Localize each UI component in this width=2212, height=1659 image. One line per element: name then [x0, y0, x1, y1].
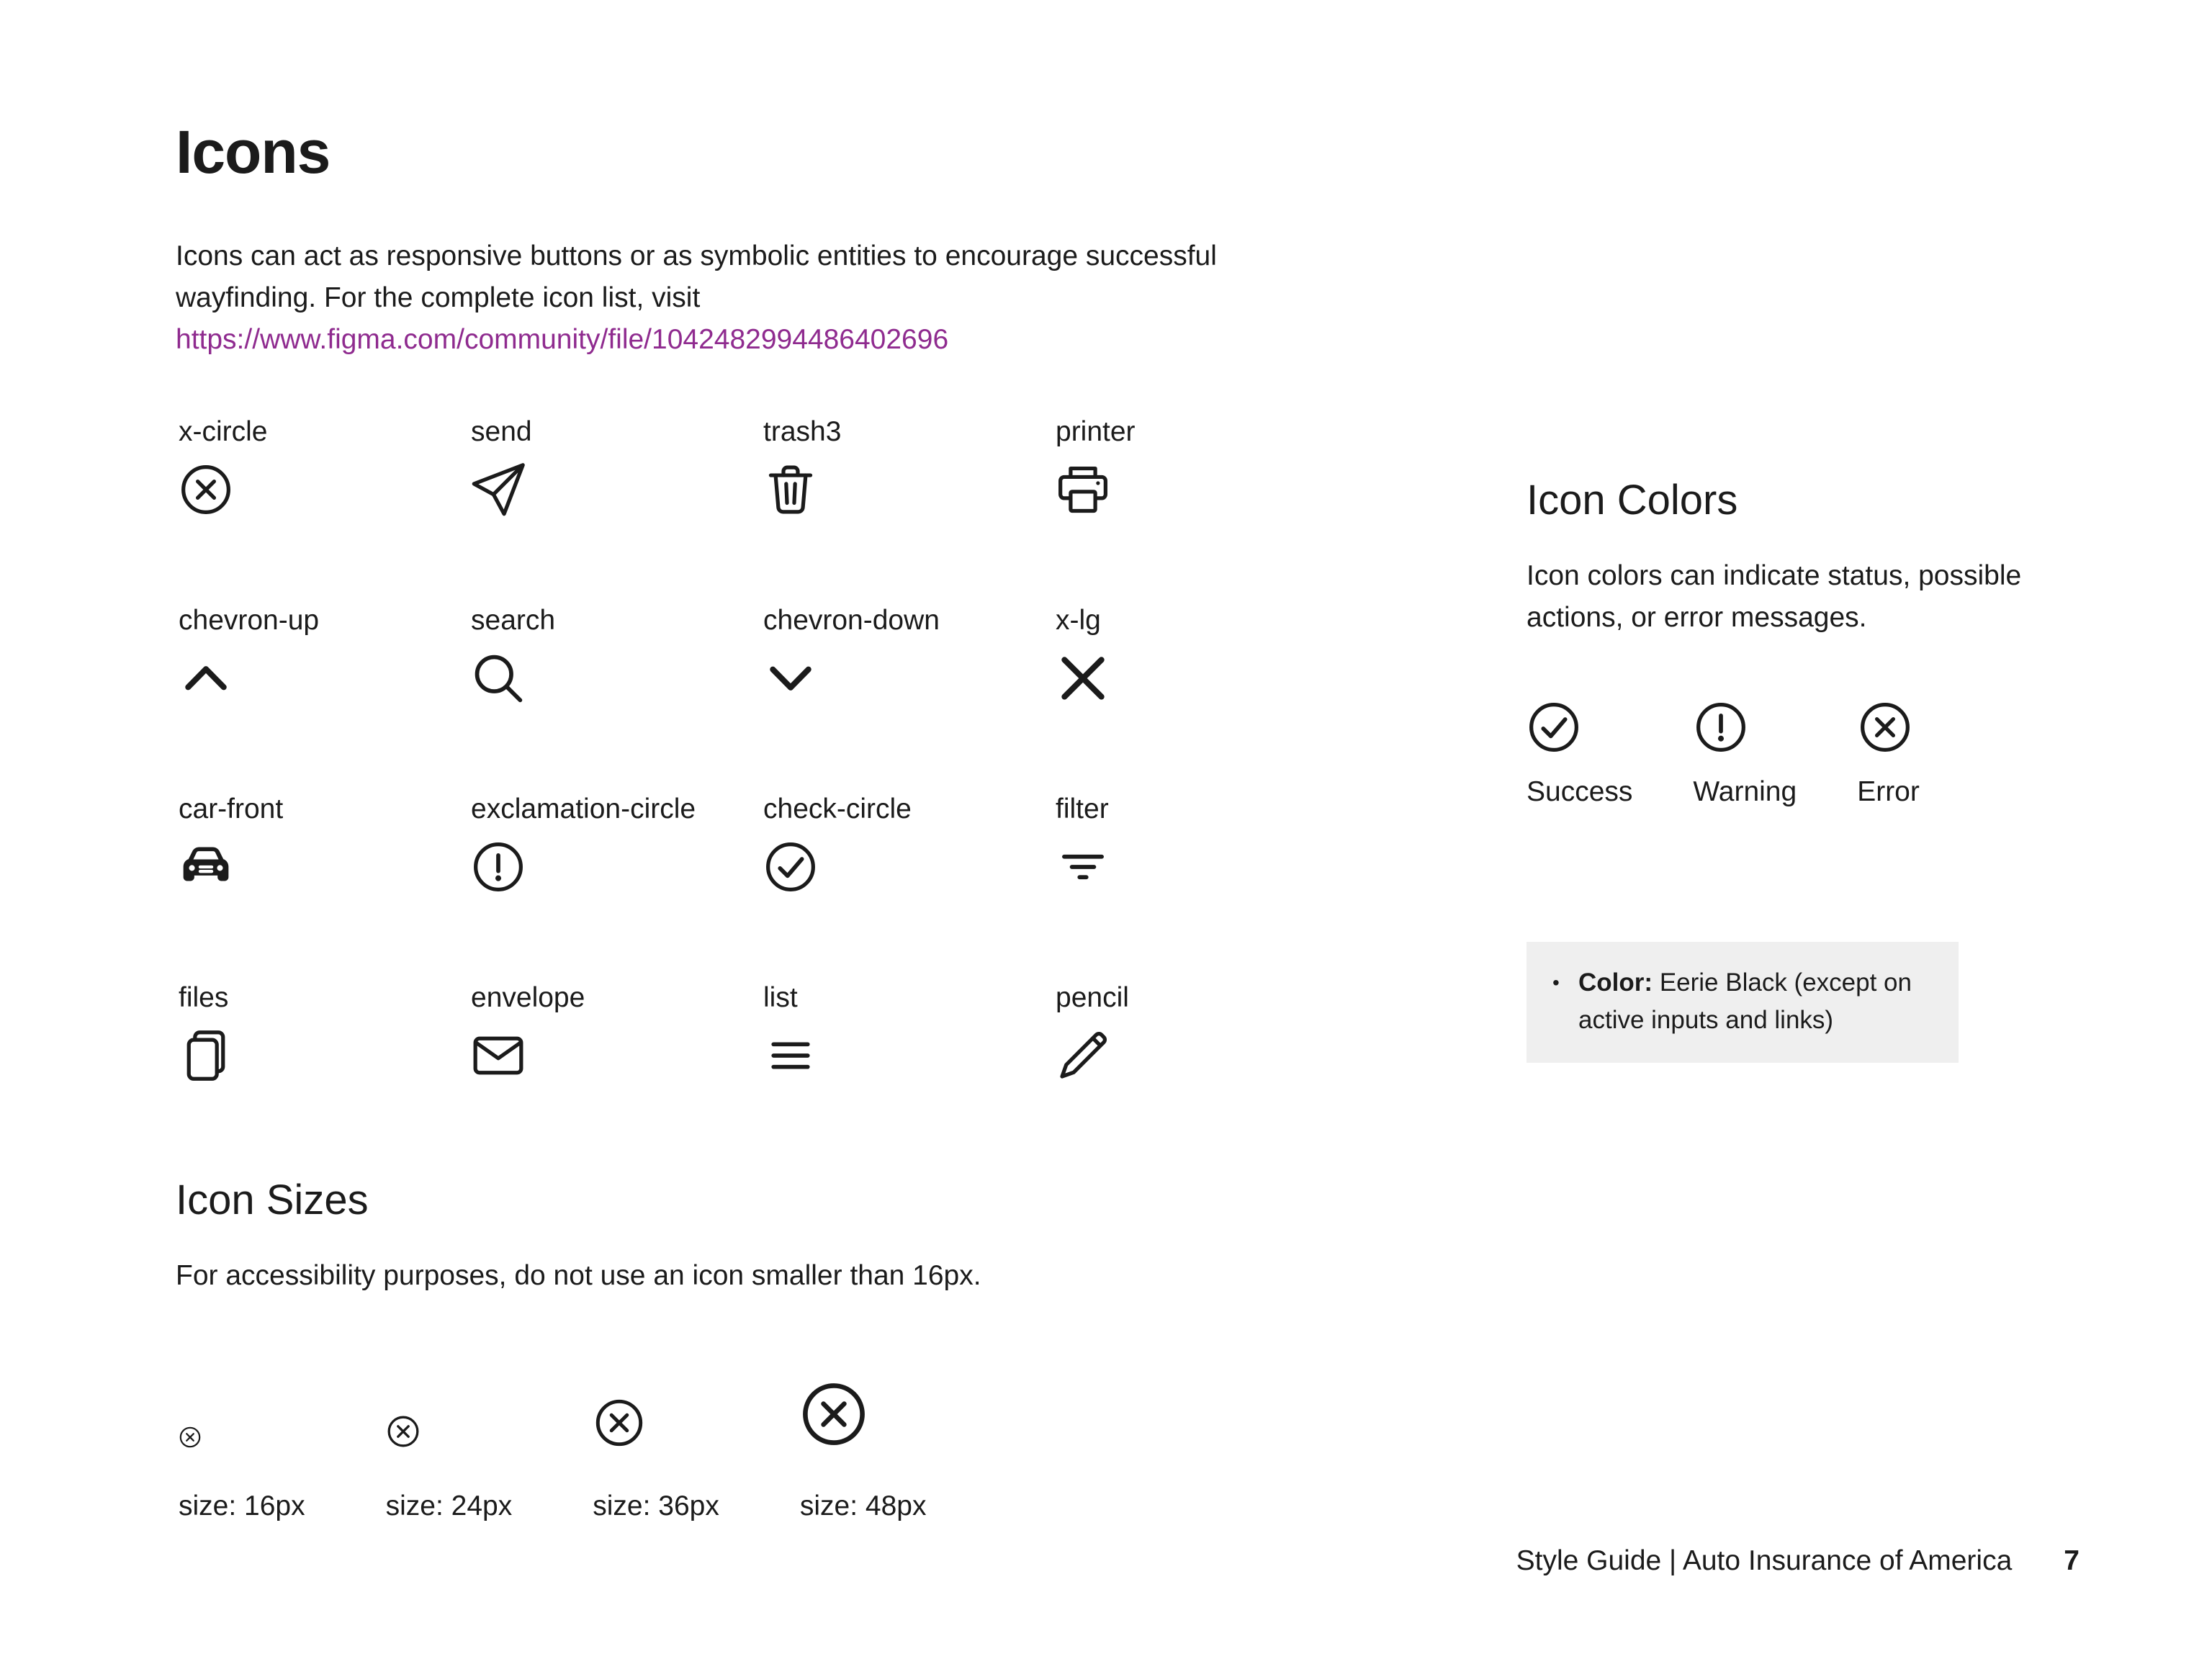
icon-grid-item — [763, 415, 1056, 517]
icon-label: car-front — [179, 793, 284, 825]
icon-grid-item — [179, 603, 471, 706]
icon-size-label: size: 48px — [799, 1491, 927, 1522]
x-circle-icon — [800, 1380, 869, 1449]
icon-label: send — [471, 416, 532, 448]
intro-text: Icons can act as responsive buttons or as symbolic entities to encourage successful wayfinding. For the complete icon list, visit — [176, 240, 1217, 314]
icon-size-item-36 — [593, 1397, 719, 1524]
note-value: Eerie Black (except on active inputs and links) — [1578, 968, 1912, 1034]
send-icon — [471, 462, 526, 517]
icon-label: chevron-down — [763, 605, 940, 637]
icon-label: trash3 — [763, 416, 842, 448]
icon-size-label: size: 36px — [593, 1491, 719, 1522]
icon-grid-item — [179, 792, 471, 894]
icon-label: exclamation-circle — [471, 793, 696, 825]
icon-grid-item — [763, 603, 1056, 706]
icon-colors-description: Icon colors can indicate status, possible actions, or error messages. — [1527, 560, 2022, 634]
trash-icon — [763, 462, 818, 517]
x-circle-icon — [593, 1397, 644, 1449]
icon-label: pencil — [1056, 982, 1129, 1014]
icon-label: search — [471, 605, 556, 637]
icon-grid-item — [1056, 981, 1348, 1083]
page-title: Icons — [176, 118, 331, 186]
envelope-icon — [471, 1028, 526, 1083]
icon-sizes-title: Icon Sizes — [176, 1178, 369, 1224]
icon-label: check-circle — [763, 793, 912, 825]
x-circle-icon — [1857, 700, 1912, 755]
icon-color-item-warning — [1693, 700, 1797, 809]
exclamation-circle-icon — [1693, 700, 1748, 755]
icon-color-label: Warning — [1693, 776, 1797, 808]
page-number: 7 — [2064, 1545, 2080, 1577]
icon-sizes-description: For accessibility purposes, do not use an icon smaller than 16px. — [176, 1260, 981, 1292]
icon-label: x-circle — [179, 416, 268, 448]
x-circle-icon — [179, 1426, 202, 1449]
printer-icon — [1056, 462, 1110, 517]
icon-size-item-24 — [386, 1414, 513, 1524]
icon-size-label: size: 24px — [385, 1491, 513, 1522]
icon-label: x-lg — [1056, 605, 1101, 637]
check-circle-icon — [1527, 700, 1581, 755]
icon-grid-item — [471, 603, 763, 706]
icon-label: chevron-up — [179, 605, 320, 637]
list-icon — [763, 1028, 818, 1083]
search-icon — [471, 651, 526, 706]
check-circle-icon — [763, 840, 818, 894]
exclamation-circle-icon — [471, 840, 526, 894]
x-lg-icon — [1056, 651, 1110, 706]
icon-colors-title: Icon Colors — [1527, 478, 1738, 524]
x-circle-icon — [386, 1414, 421, 1449]
icon-grid-item — [179, 981, 471, 1083]
icon-grid-item — [179, 415, 471, 517]
intro-paragraph — [176, 236, 1285, 361]
color-note — [1527, 942, 1959, 1063]
note-label: Color: — [1578, 968, 1653, 997]
icon-sizes-row — [179, 1380, 927, 1524]
note-bullet: • — [1552, 971, 1560, 994]
icon-color-label: Error — [1857, 776, 1920, 808]
icon-label: envelope — [471, 982, 585, 1014]
icon-size-item-16 — [179, 1426, 305, 1524]
icon-grid-item — [471, 415, 763, 517]
icon-grid-item — [471, 792, 763, 894]
icon-color-item-success — [1527, 700, 1632, 809]
icon-label: list — [763, 982, 798, 1014]
chevron-down-icon — [763, 651, 818, 706]
icon-grid-item — [763, 981, 1056, 1083]
icon-grid-item — [1056, 792, 1348, 894]
figma-community-link[interactable]: https://www.figma.com/community/file/1042482994486402696 — [176, 324, 949, 356]
icon-grid-item — [471, 981, 763, 1083]
icon-colors-row — [1527, 700, 1920, 809]
icon-color-item-error — [1857, 700, 1920, 809]
icon-size-item-48 — [800, 1380, 927, 1524]
note-text — [1578, 963, 1933, 1038]
icon-label: files — [179, 982, 229, 1014]
files-icon — [179, 1028, 233, 1083]
icon-grid-item — [763, 792, 1056, 894]
icon-grid-item — [1056, 603, 1348, 706]
icon-label: filter — [1056, 793, 1109, 825]
footer-label: Style Guide | Auto Insurance of America — [1516, 1545, 2013, 1577]
filter-icon — [1056, 840, 1110, 894]
icon-grid — [179, 415, 1348, 1083]
icon-size-label: size: 16px — [179, 1491, 305, 1522]
icon-label: printer — [1056, 416, 1136, 448]
icon-color-label: Success — [1527, 776, 1633, 808]
car-front-icon — [179, 840, 233, 894]
x-circle-icon — [179, 462, 233, 517]
footer — [1516, 1544, 2080, 1578]
chevron-up-icon — [179, 651, 233, 706]
pencil-icon — [1056, 1028, 1110, 1083]
icon-grid-item — [1056, 415, 1348, 517]
